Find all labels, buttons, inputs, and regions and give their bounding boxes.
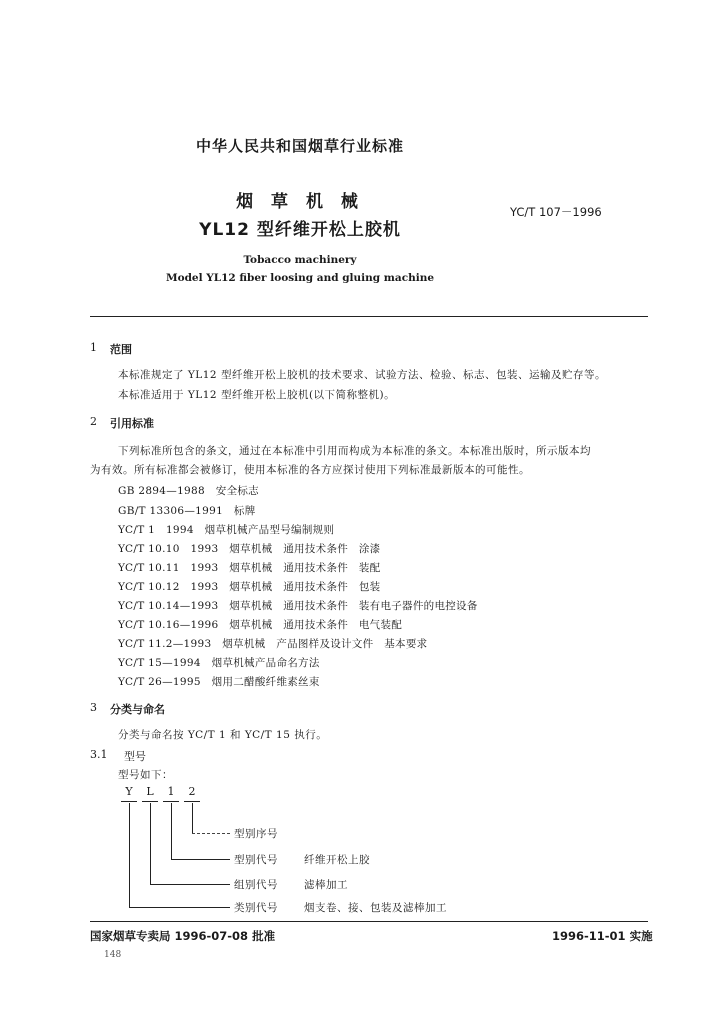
reference-item: YC/T 15—1994 烟草机械产品命名方法 bbox=[118, 657, 320, 669]
segment-label: 组别代号 bbox=[234, 879, 278, 891]
title-cn-line1: 烟 草 机 械 bbox=[236, 192, 364, 212]
leader-line bbox=[171, 859, 230, 860]
code-digit-1: 1 bbox=[167, 785, 175, 798]
code-letter-l: L bbox=[146, 785, 154, 798]
code-underline bbox=[121, 801, 137, 802]
segment-label: 型别代号 bbox=[234, 854, 278, 866]
connector-line bbox=[171, 803, 172, 859]
title-en-line2: Model YL12 fiber loosing and gluing machine bbox=[165, 272, 435, 284]
page-number: 148 bbox=[104, 950, 122, 960]
section-1-title: 范围 bbox=[110, 343, 132, 356]
leader-line bbox=[129, 907, 230, 908]
reference-item: GB 2894—1988 安全标志 bbox=[118, 485, 259, 497]
reference-item: YC/T 1 1994 烟草机械产品型号编制规则 bbox=[118, 524, 335, 536]
code-letter-y: Y bbox=[125, 785, 133, 798]
implementation-date: 1996-11-01 实施 bbox=[552, 929, 653, 943]
section-3-paragraph: 分类与命名按 YC/T 1 和 YC/T 15 执行。 bbox=[118, 729, 328, 741]
model-intro: 型号如下： bbox=[118, 769, 173, 781]
industry-standard-title: 中华人民共和国烟草行业标准 bbox=[195, 137, 404, 155]
reference-item: YC/T 26—1995 烟用二醋酸纤维素丝束 bbox=[118, 676, 320, 688]
reference-item: YC/T 10.12 1993 烟草机械 通用技术条件 包装 bbox=[118, 581, 381, 593]
connector-line bbox=[129, 803, 130, 907]
leader-line bbox=[150, 884, 230, 885]
connector-line bbox=[150, 803, 151, 884]
section-1-number: 1 bbox=[90, 341, 97, 354]
segment-description: 烟支卷、接、包装及滤棒加工 bbox=[304, 902, 447, 914]
segment-description: 纤维开松上胶 bbox=[304, 854, 370, 866]
code-digit-2: 2 bbox=[188, 785, 196, 798]
approval-date: 国家烟草专卖局 1996-07-08 批准 bbox=[90, 929, 276, 943]
reference-item: YC/T 10.11 1993 烟草机械 通用技术条件 装配 bbox=[118, 562, 381, 574]
reference-item: YC/T 11.2—1993 烟草机械 产品图样及设计文件 基本要求 bbox=[118, 638, 428, 650]
subsection-3-1-title: 型号 bbox=[124, 750, 146, 763]
segment-label: 类别代号 bbox=[234, 902, 278, 914]
section-2-paragraph-line1: 下列标准所包含的条文，通过在本标准中引用而构成为本标准的条文。本标准出版时，所示版本均 bbox=[118, 445, 591, 457]
section-2-number: 2 bbox=[90, 415, 97, 428]
segment-description: 滤棒加工 bbox=[304, 879, 348, 891]
reference-item: YC/T 10.14—1993 烟草机械 通用技术条件 装有电子器件的电控设备 bbox=[118, 600, 478, 612]
section-1-paragraph-2: 本标准适用于 YL12 型纤维开松上胶机(以下简称整机)。 bbox=[118, 389, 396, 401]
code-underline bbox=[163, 801, 179, 802]
section-3-number: 3 bbox=[90, 701, 97, 714]
standard-number: YC/T 107－1996 bbox=[510, 205, 602, 219]
reference-item: YC/T 10.10 1993 烟草机械 通用技术条件 涂漆 bbox=[118, 543, 381, 555]
reference-item: YC/T 10.16—1996 烟草机械 通用技术条件 电气装配 bbox=[118, 619, 403, 631]
title-en-line1: Tobacco machinery bbox=[243, 254, 357, 266]
section-2-title: 引用标准 bbox=[110, 417, 154, 430]
subsection-3-1-number: 3.1 bbox=[90, 748, 108, 761]
section-2-paragraph-line2: 为有效。所有标准都会被修订，使用本标准的各方应探讨使用下列标准最新版本的可能性。 bbox=[90, 464, 530, 476]
footer-divider bbox=[90, 921, 648, 922]
code-underline bbox=[142, 801, 158, 802]
section-3-title: 分类与命名 bbox=[110, 703, 165, 716]
section-1-paragraph-1: 本标准规定了 YL12 型纤维开松上胶机的技术要求、试验方法、检验、标志、包装、运输及贮存等。 bbox=[118, 369, 606, 381]
header-divider bbox=[90, 316, 648, 317]
leader-line bbox=[192, 833, 230, 834]
segment-label: 型别序号 bbox=[234, 828, 278, 840]
title-cn-line2: YL12 型纤维开松上胶机 bbox=[199, 220, 401, 240]
reference-item: GB/T 13306—1991 标牌 bbox=[118, 505, 256, 517]
connector-line bbox=[192, 803, 193, 833]
code-underline bbox=[184, 801, 200, 802]
